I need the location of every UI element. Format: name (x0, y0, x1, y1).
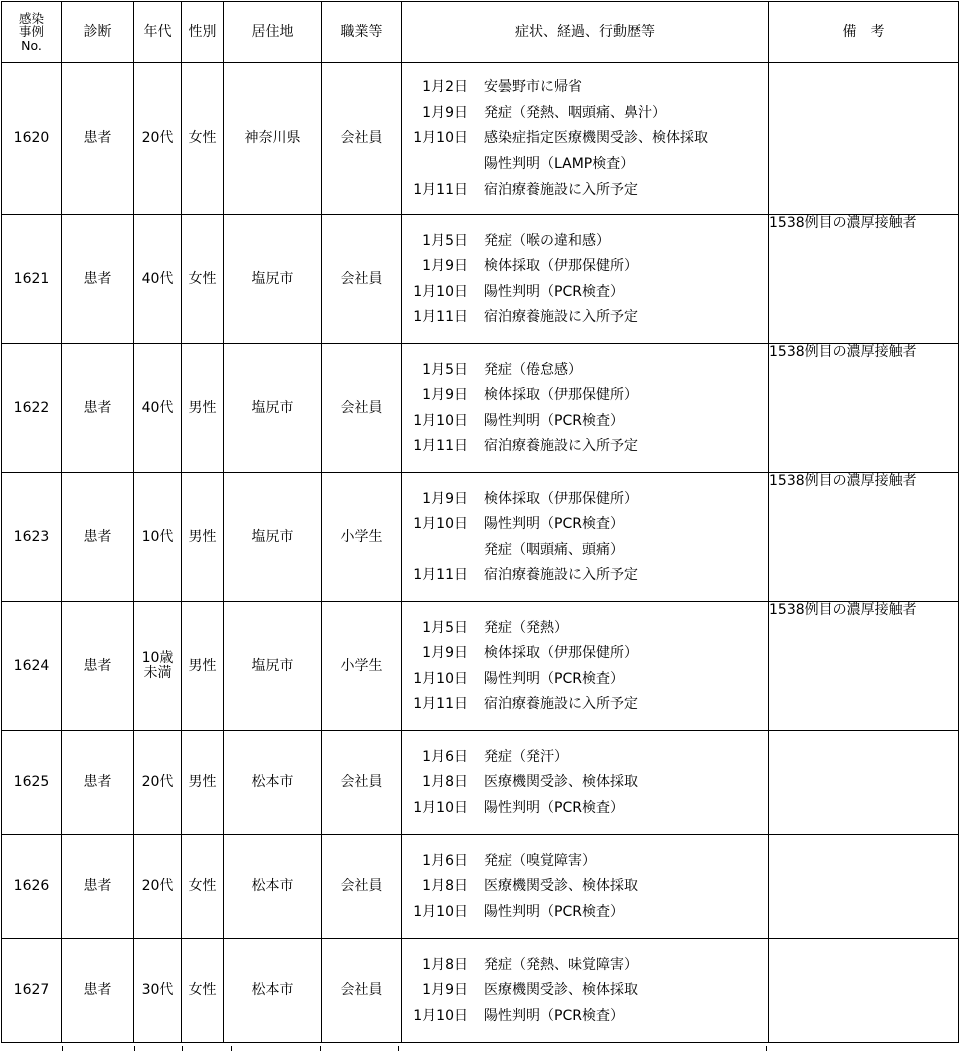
remarks-cell: 1538例目の濃厚接触者 (769, 602, 959, 731)
history-date: 1月11日 (413, 181, 468, 198)
history-date: 1月10日 (413, 130, 468, 147)
age-line: 10歳 (141, 649, 174, 666)
history-entry (402, 100, 768, 126)
history-entry (402, 151, 768, 177)
history-cell (402, 939, 769, 1043)
column-rule (231, 1046, 232, 1051)
history-date: 1月11日 (413, 567, 468, 584)
history-cell (402, 473, 769, 602)
history-entry (402, 770, 768, 796)
occupation-cell: 小学生 (322, 602, 402, 731)
header-occupation: 職業等 (322, 2, 402, 63)
history-text: 陽性判明（PCR検査） (484, 283, 624, 300)
column-rule (766, 1046, 767, 1051)
header-case-no-line: No. (21, 37, 42, 53)
history-text: 発症（嗅覚障害） (484, 852, 596, 869)
header-case-no-line: 感染 (18, 11, 44, 27)
header-case-no-line: 事例 (18, 24, 44, 40)
case-row (2, 835, 959, 939)
remarks-cell: 1538例目の濃厚接触者 (769, 344, 959, 473)
history-text: 安曇野市に帰省 (484, 79, 582, 96)
history-date: 1月10日 (413, 516, 468, 533)
history-entry (402, 563, 768, 589)
history-text: 陽性判明（LAMP検査） (484, 156, 635, 173)
history-text: 検体採取（伊那保健所） (484, 258, 638, 275)
column-rule (134, 1046, 135, 1051)
case-row (2, 215, 959, 344)
case-number: 1620 (2, 63, 62, 215)
history-text: 宿泊療養施設に入所予定 (484, 309, 638, 326)
history-date: 1月11日 (413, 696, 468, 713)
history-date: 1月10日 (413, 670, 468, 687)
history-date: 1月2日 (422, 79, 468, 96)
history-date: 1月5日 (422, 361, 468, 378)
case-row (2, 473, 959, 602)
history-date: 1月8日 (422, 956, 468, 973)
diagnosis-cell: 患者 (62, 602, 134, 731)
history-entry (402, 126, 768, 152)
history-entry (402, 795, 768, 821)
case-number: 1626 (2, 835, 62, 939)
history-text: 検体採取（伊那保健所） (484, 645, 638, 662)
history-date: 1月10日 (413, 800, 468, 817)
history-entry (402, 978, 768, 1004)
residence-cell: 塩尻市 (224, 215, 322, 344)
age-cell: 30代 (134, 939, 182, 1043)
history-entry (402, 874, 768, 900)
history-date: 1月6日 (422, 748, 468, 765)
next-row-continuation (0, 1046, 960, 1051)
remarks-cell (769, 731, 959, 835)
history-text: 宿泊療養施設に入所予定 (484, 438, 638, 455)
history-cell (402, 215, 769, 344)
sex-cell: 女性 (182, 215, 224, 344)
remarks-cell (769, 835, 959, 939)
history-text: 発症（発熱、味覚障害） (484, 956, 638, 973)
history-date: 1月6日 (422, 852, 468, 869)
age-cell: 40代 (134, 344, 182, 473)
history-entry (402, 177, 768, 203)
history-text: 陽性判明（PCR検査） (484, 800, 624, 817)
history-text: 発症（喉の違和感） (484, 232, 610, 249)
history-date: 1月11日 (413, 438, 468, 455)
history-entry (402, 305, 768, 331)
history-cell (402, 344, 769, 473)
occupation-cell: 会社員 (322, 215, 402, 344)
header-history: 症状、経過、行動歴等 (402, 2, 769, 63)
sex-cell: 男性 (182, 602, 224, 731)
history-entry (402, 537, 768, 563)
sex-cell: 女性 (182, 939, 224, 1043)
residence-cell: 松本市 (224, 731, 322, 835)
sex-cell: 男性 (182, 731, 224, 835)
diagnosis-cell: 患者 (62, 473, 134, 602)
case-number: 1621 (2, 215, 62, 344)
case-number: 1623 (2, 473, 62, 602)
history-cell (402, 63, 769, 215)
history-cell (402, 731, 769, 835)
remarks-cell (769, 939, 959, 1043)
history-text: 感染症指定医療機関受診、検体採取 (484, 130, 708, 147)
case-number: 1627 (2, 939, 62, 1043)
history-text: 検体採取（伊那保健所） (484, 490, 638, 507)
residence-cell: 松本市 (224, 835, 322, 939)
history-date: 1月11日 (413, 309, 468, 326)
history-date: 1月8日 (422, 774, 468, 791)
header-remarks: 備 考 (769, 2, 959, 63)
history-date: 1月5日 (422, 232, 468, 249)
case-row (2, 731, 959, 835)
history-entry (402, 279, 768, 305)
history-date: 1月10日 (413, 1008, 468, 1025)
history-entry (402, 486, 768, 512)
history-text: 発症（発熱） (484, 619, 568, 636)
case-number: 1622 (2, 344, 62, 473)
history-text: 発症（発汗） (484, 748, 568, 765)
age-cell: 20代 (134, 835, 182, 939)
history-date: 1月5日 (422, 619, 468, 636)
history-date: 1月8日 (422, 878, 468, 895)
history-text: 発症（倦怠感） (484, 361, 582, 378)
case-row (2, 602, 959, 731)
history-entry (402, 692, 768, 718)
occupation-cell: 会社員 (322, 63, 402, 215)
history-text: 宿泊療養施設に入所予定 (484, 181, 638, 198)
occupation-cell: 小学生 (322, 473, 402, 602)
age-cell: 10代 (134, 473, 182, 602)
column-rule (398, 1046, 399, 1051)
header-row (2, 2, 959, 63)
residence-cell: 塩尻市 (224, 473, 322, 602)
history-text: 発症（咽頭痛、頭痛） (484, 541, 624, 558)
history-entry (402, 357, 768, 383)
history-date: 1月9日 (422, 982, 468, 999)
header-case-no (2, 2, 62, 63)
remarks-cell: 1538例目の濃厚接触者 (769, 473, 959, 602)
occupation-cell: 会社員 (322, 344, 402, 473)
history-entry (402, 848, 768, 874)
history-entry (402, 899, 768, 925)
history-date: 1月10日 (413, 283, 468, 300)
age-cell (134, 602, 182, 731)
history-date: 1月9日 (422, 387, 468, 404)
case-row (2, 63, 959, 215)
history-text: 陽性判明（PCR検査） (484, 670, 624, 687)
history-date: 1月10日 (413, 412, 468, 429)
column-rule (320, 1046, 321, 1051)
case-number: 1625 (2, 731, 62, 835)
history-date: 1月9日 (422, 645, 468, 662)
column-rule (182, 1046, 183, 1051)
history-text: 医療機関受診、検体採取 (484, 878, 638, 895)
history-entry (402, 511, 768, 537)
history-date: 1月9日 (422, 104, 468, 121)
diagnosis-cell: 患者 (62, 731, 134, 835)
header-residence: 居住地 (224, 2, 322, 63)
age-cell: 40代 (134, 215, 182, 344)
header-age: 年代 (134, 2, 182, 63)
age-cell: 20代 (134, 731, 182, 835)
case-row (2, 344, 959, 473)
history-text: 陽性判明（PCR検査） (484, 904, 624, 921)
history-text: 医療機関受診、検体採取 (484, 982, 638, 999)
residence-cell: 神奈川県 (224, 63, 322, 215)
history-entry (402, 952, 768, 978)
case-table (1, 1, 959, 1043)
diagnosis-cell: 患者 (62, 939, 134, 1043)
history-entry (402, 382, 768, 408)
residence-cell: 塩尻市 (224, 344, 322, 473)
history-cell (402, 602, 769, 731)
history-text: 宿泊療養施設に入所予定 (484, 696, 638, 713)
occupation-cell: 会社員 (322, 939, 402, 1043)
history-text: 陽性判明（PCR検査） (484, 1008, 624, 1025)
header-sex: 性別 (182, 2, 224, 63)
history-entry (402, 228, 768, 254)
history-entry (402, 744, 768, 770)
sex-cell: 男性 (182, 473, 224, 602)
age-cell: 20代 (134, 63, 182, 215)
history-date: 1月9日 (422, 258, 468, 275)
diagnosis-cell: 患者 (62, 835, 134, 939)
history-entry (402, 434, 768, 460)
diagnosis-cell: 患者 (62, 63, 134, 215)
column-rule (62, 1046, 63, 1051)
sex-cell: 女性 (182, 63, 224, 215)
diagnosis-cell: 患者 (62, 344, 134, 473)
age-line: 未満 (143, 665, 172, 681)
history-entry (402, 1003, 768, 1029)
residence-cell: 塩尻市 (224, 602, 322, 731)
history-date: 1月9日 (422, 490, 468, 507)
history-text: 陽性判明（PCR検査） (484, 412, 624, 429)
remarks-cell: 1538例目の濃厚接触者 (769, 215, 959, 344)
sex-cell: 女性 (182, 835, 224, 939)
history-date: 1月10日 (413, 904, 468, 921)
diagnosis-cell: 患者 (62, 215, 134, 344)
history-entry (402, 666, 768, 692)
header-diagnosis: 診断 (62, 2, 134, 63)
history-text: 検体採取（伊那保健所） (484, 387, 638, 404)
history-cell (402, 835, 769, 939)
history-text: 宿泊療養施設に入所予定 (484, 567, 638, 584)
history-entry (402, 640, 768, 666)
history-entry (402, 615, 768, 641)
occupation-cell: 会社員 (322, 731, 402, 835)
history-text: 陽性判明（PCR検査） (484, 516, 624, 533)
occupation-cell: 会社員 (322, 835, 402, 939)
history-entry (402, 408, 768, 434)
case-row (2, 939, 959, 1043)
history-entry (402, 75, 768, 101)
history-text: 医療機関受診、検体採取 (484, 774, 638, 791)
sex-cell: 男性 (182, 344, 224, 473)
remarks-cell (769, 63, 959, 215)
history-text: 発症（発熱、咽頭痛、鼻汁） (484, 104, 666, 121)
case-number: 1624 (2, 602, 62, 731)
history-entry (402, 253, 768, 279)
residence-cell: 松本市 (224, 939, 322, 1043)
